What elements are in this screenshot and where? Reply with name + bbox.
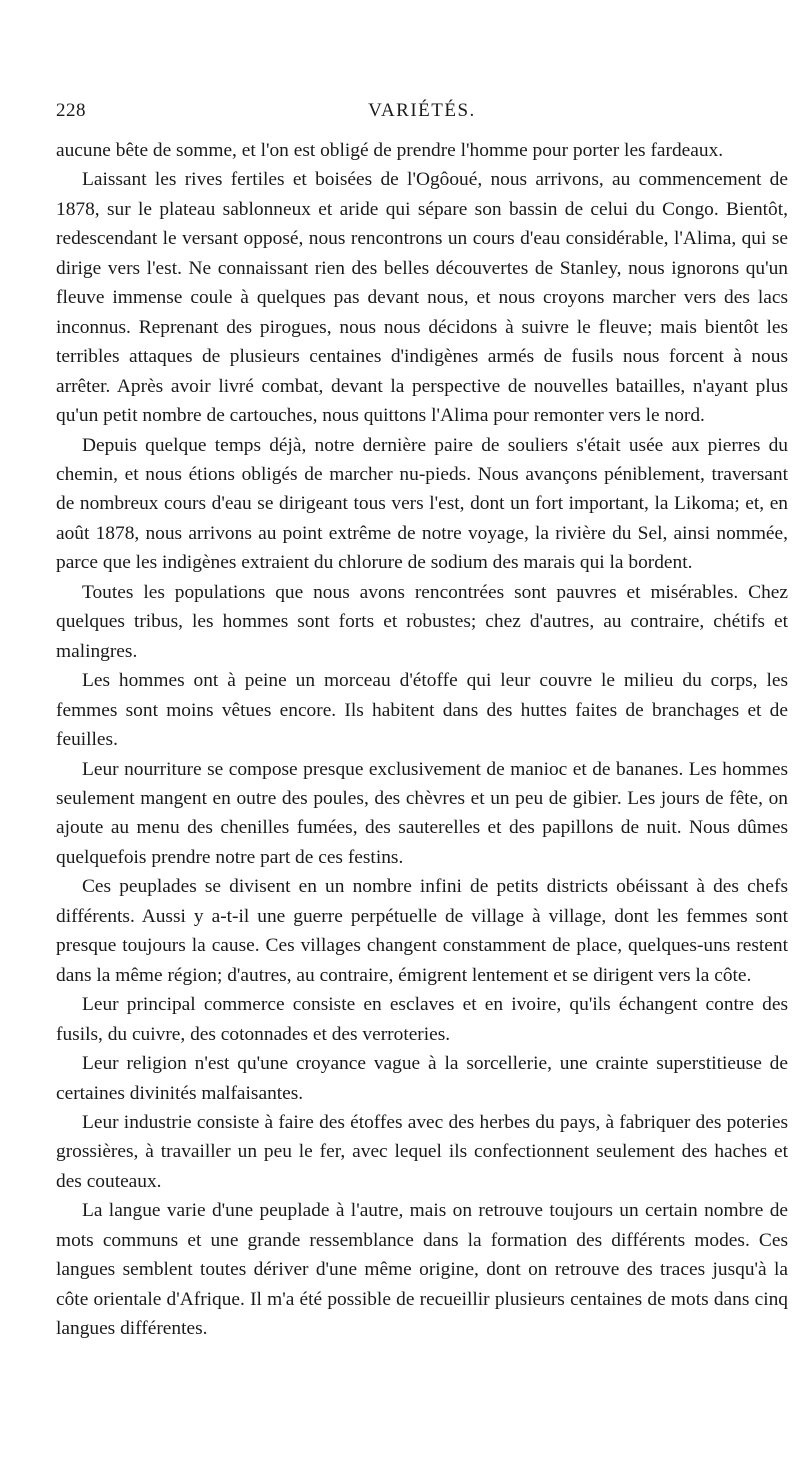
running-head — [56, 100, 788, 124]
paragraph: La langue varie d'une peuplade à l'autre, mais on retrouve toujours un certain nombre de mots communs et une grande ressemblance dans la formation des différents modes. Ces langues semblent toutes dériver d'une même origine, dont on retrouve des traces jusqu'à la côte orientale d'Afrique. Il m'a été possible de recueillir plusieurs centaines de mots dans cinq langues différentes. — [56, 1200, 788, 1340]
running-title: VARIÉTÉS. — [368, 100, 476, 121]
paragraph: Depuis quelque temps déjà, notre dernière paire de souliers s'était usée aux pierres du chemin, et nous étions obligés de marcher nu-pieds. Nous avançons péniblement, traversant de nombreux cours d'eau se dirigeant tous vers l'est, dont un fort important, la Likoma; et, en août 1878, nous arrivons au point extrême de notre voyage, la rivière du Sel, ainsi nommée, parce que les indigènes extraient du chlorure de sodium des marais qui la bordent. — [56, 434, 788, 574]
paragraph-continued: aucune bête de somme, et l'on est obligé de prendre l'homme pour porter les fardeaux. — [56, 140, 724, 161]
paragraph: Laissant les rives fertiles et boisées de l'Ogôoué, nous arrivons, au commencement de 1878, sur le plateau sablonneux et aride qui sépare son bassin de celui du Congo. Bientôt, redescendant le versant opposé, nous rencontrons un cours d'eau considérable, l'Alima, qui se dirige vers l'est. Ne connaissant rien des belles découvertes de Stanley, nous ignorons qu'un fleuve immense coule à quelques pas devant nous, et nous croyons marcher vers des lacs inconnus. Reprenant des pirogues, nous nous décidons à suivre le fleuve; mais bientôt les terribles attaques de plusieurs centaines d'indigènes armés de fusils nous forcent à nous arrêter. Après avoir livré combat, devant la perspective de nouvelles batailles, n'ayant plus qu'un petit nombre de cartouches, nous quittons l'Alima pour remonter vers le nord. — [56, 169, 788, 427]
body-text — [56, 136, 788, 1344]
paragraph: Leur principal commerce consiste en esclaves et en ivoire, qu'ils échangent contre des fusils, du cuivre, des cotonnades et des verroteries. — [56, 994, 788, 1045]
paragraph: Ces peuplades se divisent en un nombre infini de petits districts obéissant à des chefs différents. Aussi y a-t-il une guerre perpétuelle de village à village, dont les femmes sont presque toujours la cause. Ces villages changent constamment de place, quelques-uns restent dans la même région; d'autres, au contraire, émigrent lentement et se dirigent vers la côte. — [56, 876, 788, 986]
paragraph: Les hommes ont à peine un morceau d'étoffe qui leur couvre le milieu du corps, les femmes sont moins vêtues encore. Ils habitent dans des huttes faites de branchages et de feuilles. — [56, 670, 788, 751]
paragraph: Toutes les populations que nous avons rencontrées sont pauvres et misérables. Chez quelques tribus, les hommes sont forts et robustes; chez d'autres, au contraire, chétifs et malingres. — [56, 581, 788, 662]
book-page — [56, 100, 788, 1344]
paragraph: Leur nourriture se compose presque exclusivement de manioc et de bananes. Les hommes seulement mangent en outre des poules, des chèvres et un peu de gibier. Les jours de fête, on ajoute au menu des chenilles fumées, des sauterelles et des papillons de nuit. Nous dûmes quelquefois prendre notre part de ces festins. — [56, 758, 788, 868]
paragraph: Leur industrie consiste à faire des étoffes avec des herbes du pays, à fabriquer des poteries grossières, à travailler un peu le fer, avec lequel ils confectionnent seulement des haches et des couteaux. — [56, 1111, 788, 1192]
paragraph: Leur religion n'est qu'une croyance vague à la sorcellerie, une crainte superstitieuse de certaines divinités malfaisantes. — [56, 1053, 788, 1104]
page-number: 228 — [56, 100, 86, 121]
